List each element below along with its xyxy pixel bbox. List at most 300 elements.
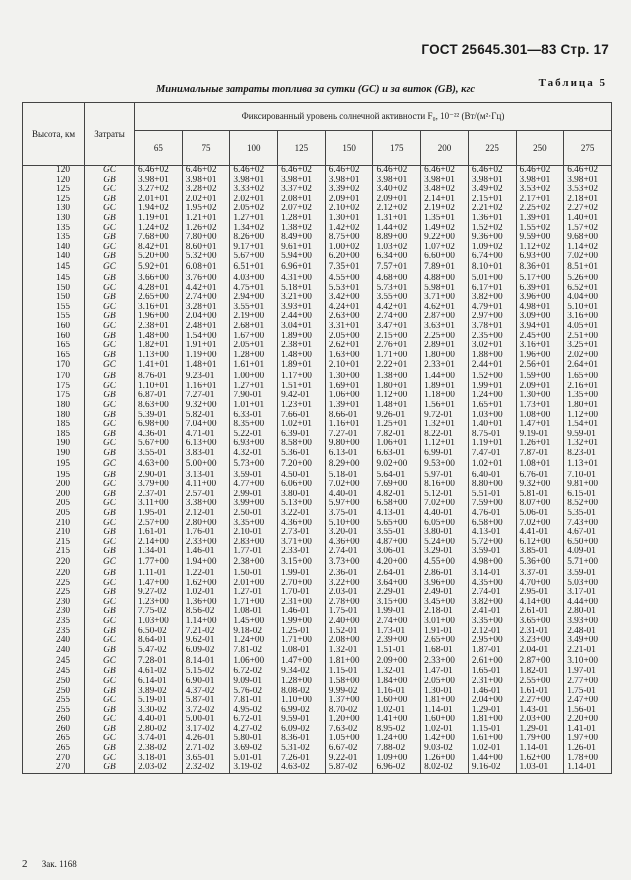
value-cell: 6.76-01 <box>516 471 564 481</box>
value-cell: 2.18+01 <box>564 195 612 205</box>
value-cell: 3.98+01 <box>468 176 516 186</box>
value-cell: 9.18-02 <box>230 627 278 637</box>
value-cell: 1.82-01 <box>516 667 564 677</box>
value-cell: 1.17+00 <box>278 372 326 382</box>
value-cell: 1.15-01 <box>325 667 373 677</box>
table-row <box>23 262 612 274</box>
value-cell: 3.59-01 <box>230 471 278 481</box>
value-cell: 5.12-01 <box>421 490 469 500</box>
value-cell: 3.19-02 <box>230 763 278 773</box>
value-cell: 8.75+00 <box>325 233 373 243</box>
value-cell: 1.55+02 <box>516 224 564 234</box>
value-cell: 5.22-01 <box>230 430 278 440</box>
value-cell: 8.76-01 <box>135 372 183 382</box>
table-row <box>23 715 612 725</box>
height-cell: 120 <box>23 176 85 186</box>
value-cell: 3.96+00 <box>516 293 564 303</box>
value-cell: 4.62+01 <box>421 303 469 313</box>
table-row <box>23 322 612 332</box>
value-cell: 2.63+00 <box>325 312 373 322</box>
value-cell: 5.64-01 <box>373 471 421 481</box>
table-row <box>23 617 612 627</box>
value-cell: 8.56-02 <box>182 607 230 617</box>
value-cell: 5.13+00 <box>278 499 326 509</box>
value-cell: 2.37-01 <box>135 490 183 500</box>
height-cell: 150 <box>23 284 85 294</box>
value-cell: 5.67+00 <box>135 439 183 449</box>
value-cell: 1.26-01 <box>564 744 612 754</box>
value-cell: 4.67-01 <box>564 528 612 538</box>
value-cell: 3.29-01 <box>421 547 469 557</box>
type-cell: GB <box>85 588 135 598</box>
value-cell: 2.61-01 <box>516 607 564 617</box>
value-cell: 6.99-01 <box>421 449 469 459</box>
value-cell: 3.10+00 <box>564 655 612 667</box>
value-cell: 8.36-01 <box>278 734 326 744</box>
value-cell: 4.36-01 <box>135 430 183 440</box>
value-cell: 9.34-02 <box>278 667 326 677</box>
value-cell: 5.36-01 <box>278 449 326 459</box>
table-row <box>23 490 612 500</box>
value-cell: 2.25+02 <box>516 204 564 214</box>
value-cell: 2.08+00 <box>325 636 373 646</box>
value-cell: 3.15+00 <box>278 557 326 569</box>
value-cell: 1.03-01 <box>516 763 564 773</box>
value-cell: 7.69+00 <box>373 480 421 490</box>
value-cell: 7.90-01 <box>230 391 278 401</box>
value-cell: 3.15+00 <box>373 598 421 608</box>
value-cell: 2.33+00 <box>421 655 469 667</box>
value-cell: 5.06-01 <box>516 509 564 519</box>
value-cell: 2.95-01 <box>516 588 564 598</box>
height-cell: 170 <box>23 372 85 382</box>
value-cell: 2.14+01 <box>421 195 469 205</box>
value-cell: 2.02+01 <box>182 195 230 205</box>
type-cell: GB <box>85 391 135 401</box>
value-cell: 1.18+00 <box>421 391 469 401</box>
height-cell: 235 <box>23 617 85 627</box>
height-cell: 195 <box>23 471 85 481</box>
value-cell: 9.42-01 <box>278 391 326 401</box>
value-cell: 1.91-01 <box>421 627 469 637</box>
value-cell: 3.55+01 <box>230 303 278 313</box>
value-cell: 2.04-01 <box>516 646 564 656</box>
value-cell: 5.65+00 <box>373 519 421 529</box>
type-cell: GB <box>85 569 135 579</box>
value-cell: 1.16-01 <box>373 687 421 697</box>
value-cell: 5.00+00 <box>182 459 230 471</box>
value-cell: 1.32-01 <box>325 646 373 656</box>
value-cell: 9.99-02 <box>325 687 373 697</box>
height-cell: 245 <box>23 655 85 667</box>
value-cell: 3.21+00 <box>278 293 326 303</box>
value-cell: 2.05+00 <box>325 332 373 342</box>
value-cell: 1.95-01 <box>135 509 183 519</box>
value-cell: 3.80-01 <box>278 490 326 500</box>
value-cell: 3.89-02 <box>135 687 183 697</box>
value-cell: 1.09+00 <box>373 754 421 764</box>
value-cell: 6.20+00 <box>325 252 373 262</box>
type-cell: GC <box>85 284 135 294</box>
value-cell: 3.83-01 <box>182 449 230 459</box>
value-cell: 3.53+02 <box>516 185 564 195</box>
value-cell: 1.48+01 <box>373 401 421 411</box>
value-cell: 7.35+01 <box>325 262 373 274</box>
value-cell: 5.81-01 <box>516 490 564 500</box>
value-cell: 2.48+01 <box>182 322 230 332</box>
value-cell: 2.70+00 <box>278 579 326 589</box>
value-cell: 1.37+00 <box>325 696 373 706</box>
value-cell: 7.89+01 <box>421 262 469 274</box>
table-row <box>23 401 612 411</box>
type-cell: GC <box>85 754 135 764</box>
value-cell: 1.89+01 <box>421 382 469 392</box>
height-cell: 235 <box>23 627 85 637</box>
type-cell: GB <box>85 411 135 421</box>
value-cell: 3.35+00 <box>230 519 278 529</box>
value-cell: 3.94+01 <box>516 322 564 332</box>
value-cell: 1.58+00 <box>325 677 373 687</box>
value-cell: 6.93+00 <box>230 439 278 449</box>
value-cell: 2.12-01 <box>468 627 516 637</box>
value-cell: 8.42+01 <box>135 243 183 253</box>
level-header: 150 <box>325 131 373 166</box>
height-cell: 185 <box>23 430 85 440</box>
height-cell: 240 <box>23 636 85 646</box>
value-cell: 5.10+00 <box>325 519 373 529</box>
value-cell: 1.46-01 <box>182 547 230 557</box>
value-cell: 3.17-01 <box>564 588 612 598</box>
value-cell: 1.54+01 <box>564 420 612 430</box>
value-cell: 3.73+00 <box>325 557 373 569</box>
value-cell: 1.30+01 <box>325 214 373 224</box>
table-row <box>23 607 612 617</box>
value-cell: 6.05+00 <box>421 519 469 529</box>
table-row <box>23 459 612 471</box>
value-cell: 8.70-02 <box>325 706 373 716</box>
value-cell: 4.36+00 <box>325 538 373 548</box>
value-cell: 2.05+00 <box>421 677 469 687</box>
table-caption: Минимальные затраты топлива за сутки (GC) и за виток (GB), кгс <box>155 84 476 95</box>
value-cell: 1.13+00 <box>135 351 183 361</box>
value-cell: 4.71-01 <box>182 430 230 440</box>
value-cell: 1.15-01 <box>468 725 516 735</box>
value-cell: 3.16+01 <box>135 303 183 313</box>
value-cell: 3.04+01 <box>278 322 326 332</box>
table-row <box>23 303 612 313</box>
value-cell: 5.18+01 <box>278 284 326 294</box>
value-cell: 8.52+00 <box>564 499 612 509</box>
value-cell: 2.19+02 <box>421 204 469 214</box>
table-row <box>23 449 612 459</box>
value-cell: 6.39-01 <box>278 430 326 440</box>
type-cell: GB <box>85 646 135 656</box>
value-cell: 1.75-01 <box>325 607 373 617</box>
value-cell: 1.59+00 <box>516 372 564 382</box>
type-cell: GC <box>85 519 135 529</box>
value-cell: 2.56+01 <box>516 360 564 372</box>
value-cell: 7.43+00 <box>564 519 612 529</box>
value-cell: 6.72-02 <box>230 667 278 677</box>
type-cell: GC <box>85 655 135 667</box>
value-cell: 1.51+01 <box>278 382 326 392</box>
value-cell: 3.06-01 <box>373 547 421 557</box>
value-cell: 1.54+00 <box>182 332 230 342</box>
value-cell: 6.46+02 <box>373 166 421 176</box>
value-cell: 2.74+00 <box>373 617 421 627</box>
value-cell: 3.09+00 <box>516 312 564 322</box>
level-header: 225 <box>468 131 516 166</box>
height-cell: 230 <box>23 598 85 608</box>
height-cell: 125 <box>23 185 85 195</box>
value-cell: 3.11+00 <box>135 499 183 509</box>
type-cell: GC <box>85 636 135 646</box>
value-cell: 6.67-02 <box>325 744 373 754</box>
value-cell: 1.44+00 <box>468 754 516 764</box>
value-cell: 1.00+02 <box>325 243 373 253</box>
value-cell: 1.44+00 <box>421 372 469 382</box>
table-row <box>23 569 612 579</box>
type-cell: GC <box>85 617 135 627</box>
value-cell: 1.31+01 <box>373 214 421 224</box>
value-cell: 7.82-01 <box>373 430 421 440</box>
table-row <box>23 360 612 372</box>
table-row <box>23 233 612 243</box>
value-cell: 4.40-01 <box>325 490 373 500</box>
value-cell: 2.95+00 <box>468 636 516 646</box>
value-cell: 1.09+02 <box>468 243 516 253</box>
value-cell: 2.49-01 <box>421 588 469 598</box>
value-cell: 7.81-01 <box>230 696 278 706</box>
value-cell: 1.81+00 <box>421 696 469 706</box>
value-cell: 4.79+01 <box>468 303 516 313</box>
level-header: 275 <box>564 131 612 166</box>
value-cell: 1.45+00 <box>230 617 278 627</box>
value-cell: 2.71-02 <box>182 744 230 754</box>
value-cell: 2.87+00 <box>421 312 469 322</box>
value-cell: 6.46+02 <box>421 166 469 176</box>
type-cell: GC <box>85 538 135 548</box>
value-cell: 7.27-01 <box>182 391 230 401</box>
value-cell: 7.47-01 <box>468 449 516 459</box>
value-cell: 9.81+00 <box>564 480 612 490</box>
value-cell: 2.02+00 <box>564 351 612 361</box>
value-cell: 1.60+00 <box>373 696 421 706</box>
value-cell: 2.47+00 <box>564 696 612 706</box>
height-cell: 255 <box>23 706 85 716</box>
value-cell: 2.97+00 <box>468 312 516 322</box>
value-cell: 2.09+00 <box>373 655 421 667</box>
value-cell: 3.98+01 <box>278 176 326 186</box>
value-cell: 3.75-01 <box>325 509 373 519</box>
value-cell: 6.46+02 <box>135 166 183 176</box>
value-cell: 6.46+02 <box>278 166 326 176</box>
value-cell: 1.47+00 <box>135 579 183 589</box>
value-cell: 1.29-01 <box>468 706 516 716</box>
page-number: 2 <box>22 858 28 870</box>
value-cell: 7.80+00 <box>182 233 230 243</box>
value-cell: 1.91+01 <box>182 341 230 351</box>
value-cell: 4.88+00 <box>421 274 469 284</box>
value-cell: 3.33+02 <box>230 185 278 195</box>
table-row <box>23 667 612 677</box>
table-row <box>23 176 612 186</box>
value-cell: 3.66+00 <box>135 274 183 284</box>
value-cell: 4.50-01 <box>278 471 326 481</box>
value-cell: 3.38+00 <box>182 499 230 509</box>
value-cell: 2.80-02 <box>135 725 183 735</box>
col-height-header: Высота, км <box>23 103 85 166</box>
level-header: 125 <box>278 131 326 166</box>
value-cell: 1.42+02 <box>325 224 373 234</box>
value-cell: 4.70+00 <box>516 579 564 589</box>
value-cell: 1.14+02 <box>564 243 612 253</box>
value-cell: 3.74-01 <box>135 734 183 744</box>
value-cell: 6.08+01 <box>182 262 230 274</box>
value-cell: 2.15+01 <box>468 195 516 205</box>
value-cell: 9.59-01 <box>278 715 326 725</box>
height-cell: 215 <box>23 547 85 557</box>
value-cell: 8.16+00 <box>421 480 469 490</box>
value-cell: 4.03+00 <box>230 274 278 284</box>
value-cell: 3.13-01 <box>182 471 230 481</box>
table-row <box>23 696 612 706</box>
value-cell: 2.25+00 <box>421 332 469 342</box>
table-row <box>23 312 612 322</box>
fuel-table <box>22 102 612 774</box>
value-cell: 1.00+00 <box>230 372 278 382</box>
value-cell: 1.02-01 <box>182 588 230 598</box>
value-cell: 3.25+01 <box>564 341 612 351</box>
value-cell: 1.38+02 <box>278 224 326 234</box>
value-cell: 3.98+01 <box>182 176 230 186</box>
value-cell: 3.96+00 <box>421 579 469 589</box>
value-cell: 9.19-01 <box>516 430 564 440</box>
value-cell: 1.25+01 <box>373 420 421 430</box>
value-cell: 9.22+00 <box>421 233 469 243</box>
value-cell: 1.52+00 <box>468 372 516 382</box>
value-cell: 8.14-01 <box>182 655 230 667</box>
value-cell: 2.27+02 <box>564 204 612 214</box>
value-cell: 3.27+02 <box>135 185 183 195</box>
height-cell: 135 <box>23 224 85 234</box>
value-cell: 6.96-02 <box>373 763 421 773</box>
level-header: 175 <box>373 131 421 166</box>
value-cell: 1.35+00 <box>564 391 612 401</box>
type-cell: GB <box>85 176 135 186</box>
value-cell: 1.08-01 <box>278 646 326 656</box>
value-cell: 6.39+01 <box>516 284 564 294</box>
value-cell: 2.64-01 <box>373 569 421 579</box>
value-cell: 6.58+00 <box>373 499 421 509</box>
value-cell: 2.78+00 <box>325 598 373 608</box>
value-cell: 1.81+00 <box>325 655 373 667</box>
value-cell: 1.80+00 <box>421 351 469 361</box>
table-row <box>23 547 612 557</box>
value-cell: 1.08+01 <box>516 459 564 471</box>
table-row <box>23 579 612 589</box>
type-cell: GC <box>85 598 135 608</box>
value-cell: 1.52+02 <box>468 224 516 234</box>
value-cell: 6.60+00 <box>421 252 469 262</box>
table-row <box>23 332 612 342</box>
value-cell: 5.31-02 <box>278 744 326 754</box>
value-cell: 9.16-02 <box>468 763 516 773</box>
value-cell: 4.98+01 <box>516 303 564 313</box>
value-cell: 7.02+00 <box>564 252 612 262</box>
value-cell: 1.43-01 <box>516 706 564 716</box>
value-cell: 2.39+00 <box>373 636 421 646</box>
value-cell: 7.20+00 <box>278 459 326 471</box>
value-cell: 3.82+00 <box>468 293 516 303</box>
value-cell: 1.94+00 <box>182 557 230 569</box>
value-cell: 2.90-01 <box>135 471 183 481</box>
type-cell: GB <box>85 687 135 697</box>
value-cell: 1.36+00 <box>182 598 230 608</box>
table-row <box>23 646 612 656</box>
value-cell: 2.17+01 <box>516 195 564 205</box>
value-cell: 6.46+02 <box>230 166 278 176</box>
value-cell: 2.20+00 <box>564 715 612 725</box>
value-cell: 7.57+01 <box>373 262 421 274</box>
value-cell: 5.73+01 <box>373 284 421 294</box>
value-cell: 1.34-01 <box>135 547 183 557</box>
height-cell: 200 <box>23 490 85 500</box>
table-row <box>23 706 612 716</box>
value-cell: 3.53+02 <box>564 185 612 195</box>
value-cell: 7.26-01 <box>278 754 326 764</box>
value-cell: 8.49+00 <box>278 233 326 243</box>
height-cell: 260 <box>23 725 85 735</box>
value-cell: 3.79+00 <box>135 480 183 490</box>
value-cell: 1.67+00 <box>230 332 278 342</box>
value-cell: 2.80+00 <box>182 519 230 529</box>
value-cell: 2.80-01 <box>564 607 612 617</box>
value-cell: 3.37+02 <box>278 185 326 195</box>
value-cell: 7.02+00 <box>325 480 373 490</box>
height-cell: 130 <box>23 214 85 224</box>
table-row <box>23 655 612 667</box>
value-cell: 2.32-02 <box>182 763 230 773</box>
value-cell: 3.49+00 <box>564 636 612 646</box>
value-cell: 1.48+01 <box>182 360 230 372</box>
height-cell: 145 <box>23 274 85 284</box>
value-cell: 1.38+00 <box>373 372 421 382</box>
value-cell: 1.10+01 <box>135 382 183 392</box>
height-cell: 210 <box>23 519 85 529</box>
table-row <box>23 185 612 195</box>
value-cell: 6.87-01 <box>135 391 183 401</box>
value-cell: 1.27+01 <box>230 214 278 224</box>
level-header: 250 <box>516 131 564 166</box>
order-number: Зак. 1168 <box>41 859 77 869</box>
value-cell: 1.32+01 <box>564 439 612 449</box>
value-cell: 2.74-01 <box>325 547 373 557</box>
value-cell: 2.19+00 <box>230 312 278 322</box>
value-cell: 3.22-01 <box>278 509 326 519</box>
value-cell: 8.07+00 <box>516 499 564 509</box>
value-cell: 1.35+01 <box>421 214 469 224</box>
value-cell: 1.46-01 <box>468 687 516 697</box>
value-cell: 6.74+00 <box>468 252 516 262</box>
value-cell: 2.03+00 <box>516 715 564 725</box>
value-cell: 3.93+00 <box>564 617 612 627</box>
value-cell: 5.39-01 <box>135 411 183 421</box>
height-cell: 240 <box>23 646 85 656</box>
value-cell: 6.15-01 <box>564 490 612 500</box>
value-cell: 1.02-01 <box>373 706 421 716</box>
value-cell: 1.71+00 <box>278 636 326 646</box>
